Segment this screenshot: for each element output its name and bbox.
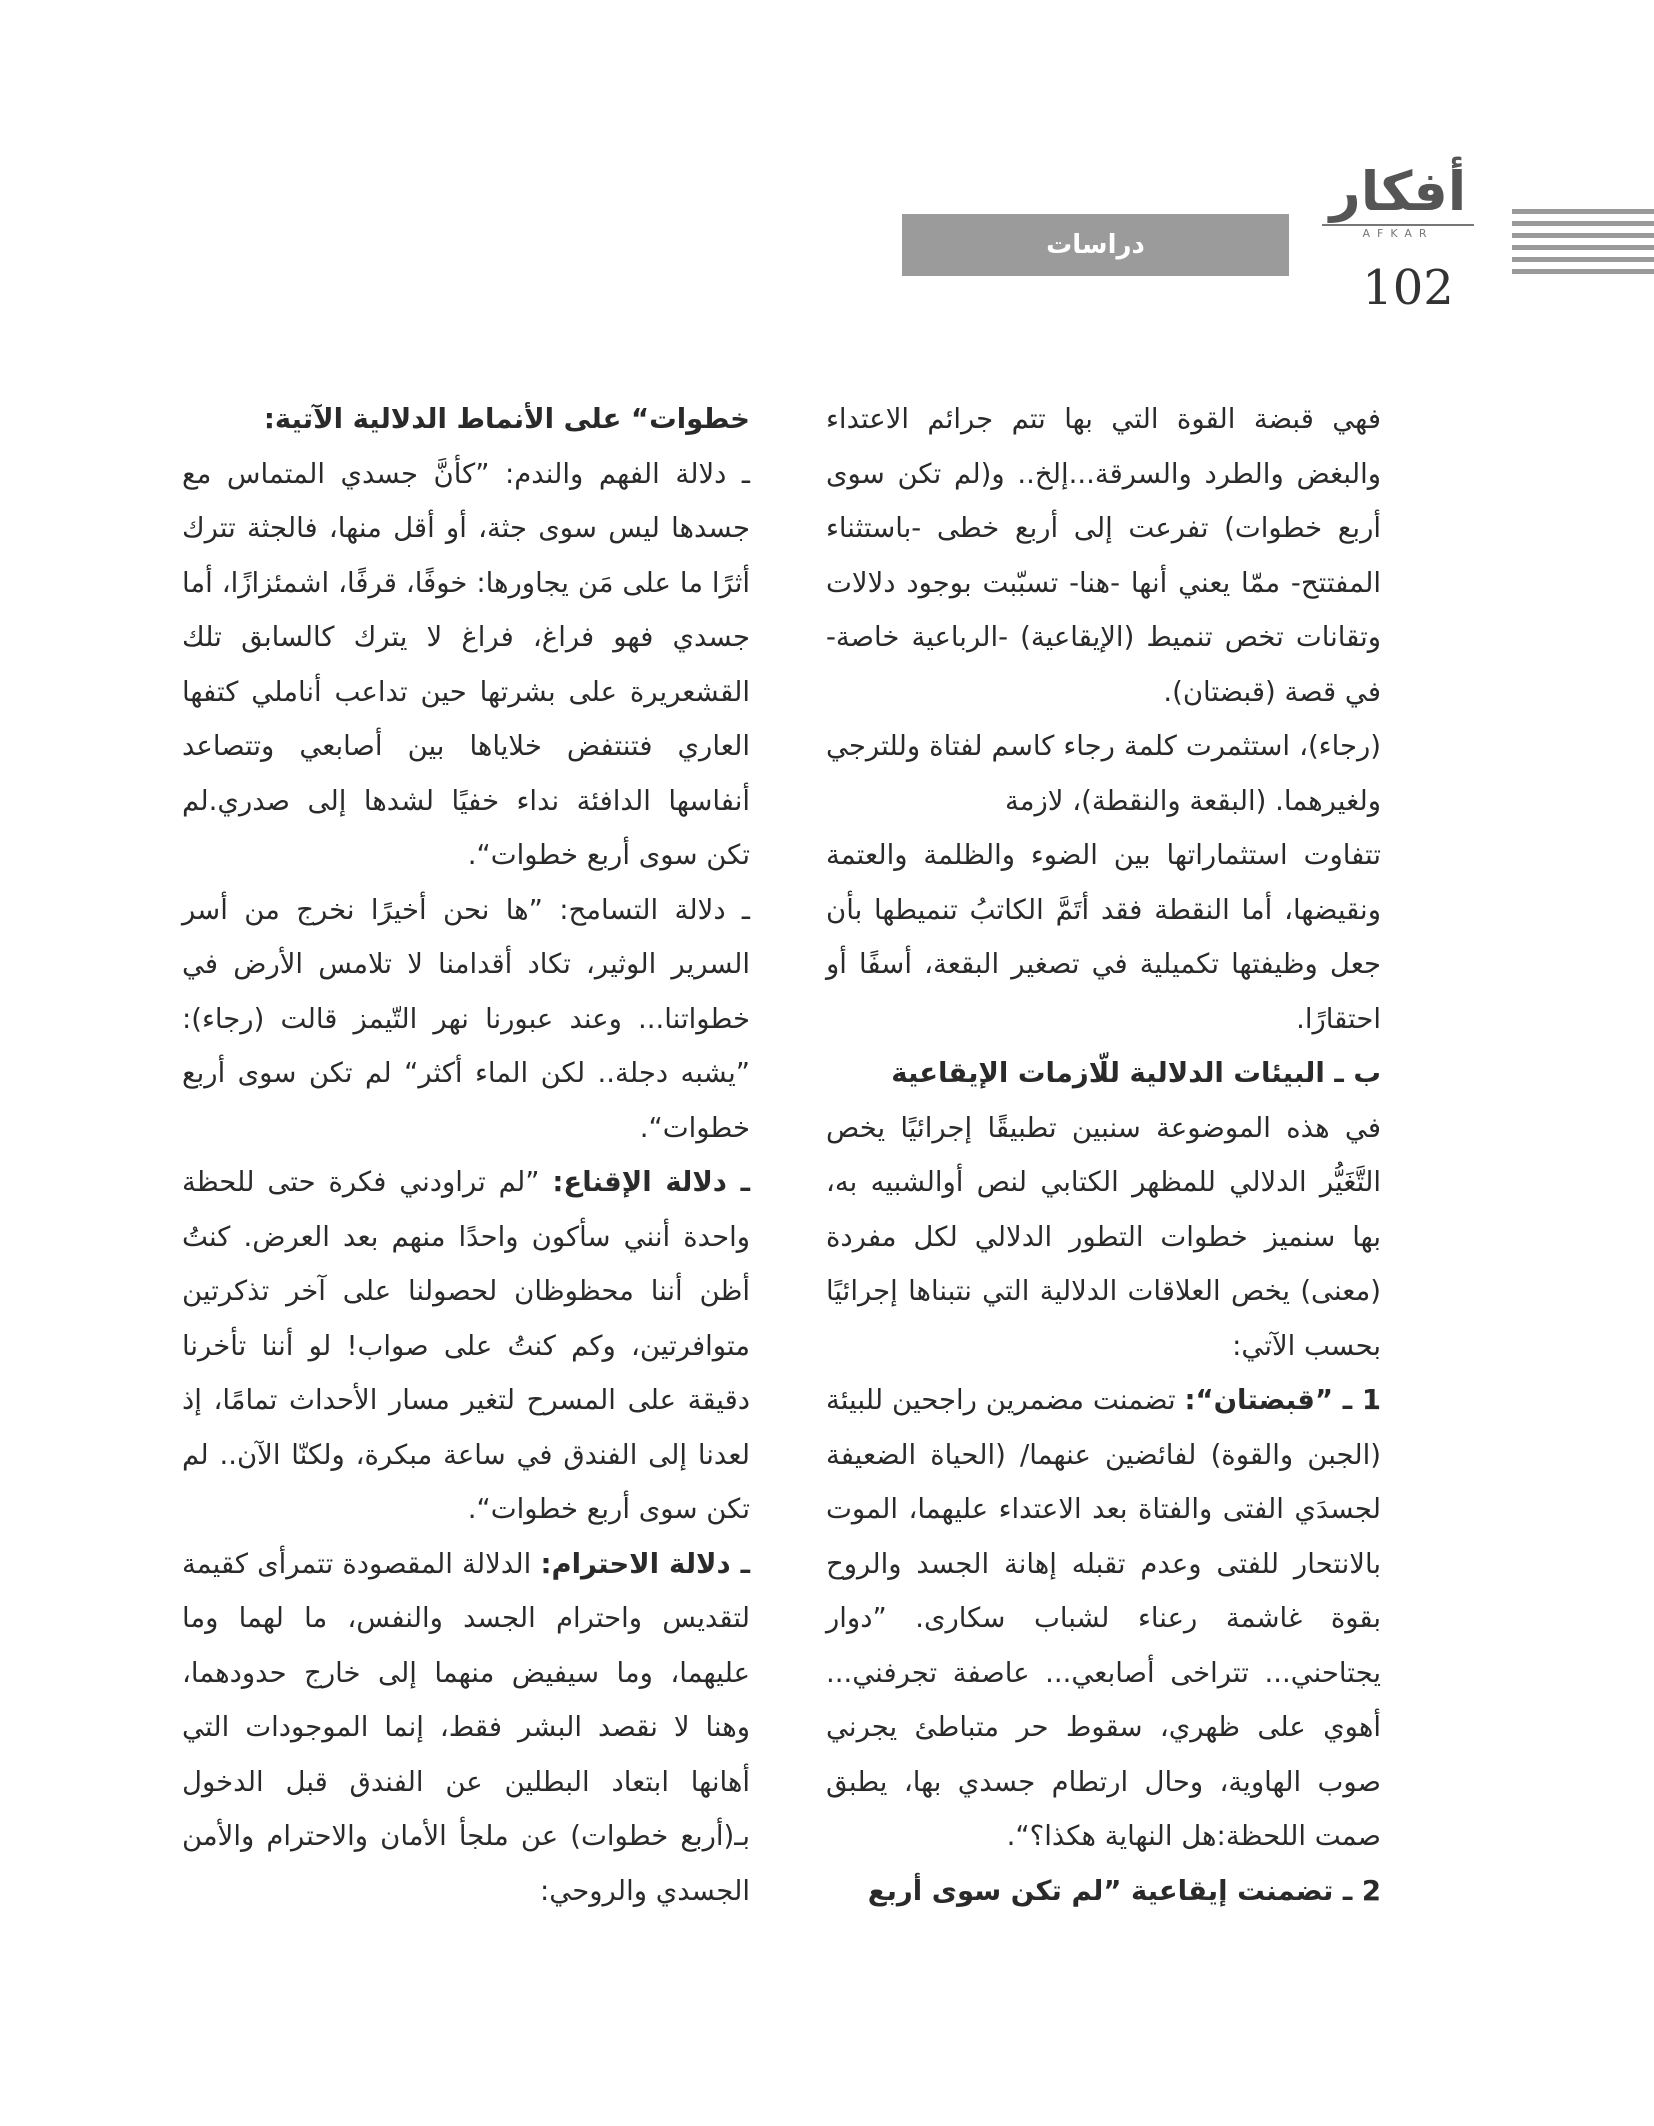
stripe bbox=[1512, 233, 1654, 238]
paragraph bbox=[182, 1155, 750, 1537]
paragraph-label: ـ دلالة الإقناع: bbox=[552, 1166, 750, 1198]
stripe bbox=[1512, 221, 1654, 226]
stripe bbox=[1512, 269, 1654, 274]
paragraph: (رجاء)، استثمرت كلمة رجاء كاسم لفتاة وللترجي ولغيرهما. (البقعة والنقطة)، لازمة bbox=[826, 730, 1381, 817]
list-item-label: 1 ـ ”قبضتان“: bbox=[1184, 1384, 1381, 1416]
paragraph: في هذه الموضوعة سنبين تطبيقًا إجرائيًا يخص التَّغَيُّر الدلالي للمظهر الكتابي لنص أوالشبيه به، بها سنميز خطوات التطور الدلالي لكل مفردة (معنى) يخص العلاقات الدلالية التي نتبناها إجرائيًا بحسب الآتي: bbox=[826, 1111, 1381, 1362]
paragraph bbox=[182, 1537, 750, 1919]
logo-arabic: أفكار bbox=[1329, 160, 1467, 223]
paragraph-text: الدلالة المقصودة تتمرأى كقيمة لتقديس واحترام الجسد والنفس، ما لهما وما عليهما، وما سيفيض منهما إلى خارج حدودهما، وهنا لا نقصد البشر فقط، إنما الموجودات التي أهانها ابتعاد البطلين عن الفندق قبل الدخول بـ(أربع خطوات) عن ملجأ الأمان والاحترام والأمن الجسدي والروحي: bbox=[182, 1547, 750, 1907]
left-column bbox=[182, 392, 750, 1918]
paragraph: ـ دلالة الفهم والندم: ”كأنَّ جسدي المتماس مع جسدها ليس سوى جثة، أو أقل منها، فالجثة تترك أثرًا ما على مَن يجاورها: خوفًا، قرفًا، اشمئزازًا، أما جسدي فهو فراغ، فراغ لا يترك كالسابق تلك القشعريرة على بشرتها حين تداعب أناملي كتفها العاري فتنتفض خلاياها بين أصابعي وتتصاعد أنفاسها الدافئة نداء خفيًا لشدها إلى صدري.لم تكن سوى أربع خطوات“. bbox=[182, 457, 750, 871]
paragraph: تتفاوت استثماراتها بين الضوء والظلمة والعتمة ونقيضها، أما النقطة فقد أتَمَّ الكاتبُ تنميطها بأن جعل وظيفتها تكميلية في تصغير البقعة، أسفًا أو احتقارًا. bbox=[826, 839, 1381, 1035]
list-item bbox=[826, 1373, 1381, 1864]
page-number: 102 bbox=[1362, 260, 1454, 316]
header-stripes bbox=[1512, 209, 1654, 281]
right-column bbox=[826, 392, 1381, 1918]
stripe bbox=[1512, 245, 1654, 250]
list-item-label: 2 ـ تضمنت إيقاعية ”لم تكن سوى أربع bbox=[867, 1874, 1381, 1907]
logo-english: AFKAR bbox=[1362, 227, 1434, 240]
stripe bbox=[1512, 257, 1654, 262]
paragraph: ـ دلالة التسامح: ”ها نحن أخيرًا نخرج من أسر السرير الوثير، تكاد أقدامنا لا تلامس الأرض في خطواتنا... وعند عبورنا نهر التّيمز قالت (رجاء): ”يشبه دجلة.. لكن الماء أكثر“ لم تكن سوى أربع خطوات“. bbox=[182, 893, 750, 1144]
paragraph-text: ”لم تراودني فكرة حتى للحظة واحدة أنني سأكون واحدًا منهم بعد العرض. كنتُ أظن أننا محظوظان لحصولنا على آخر تذكرتين متوافرتين، وكم كنتُ على صواب! لو أننا تأخرنا دقيقة على المسرح لتغير مسار الأحداث تمامًا، إذ لعدنا إلى الفندق في ساعة مبكرة، ولكنّا الآن.. لم تكن سوى أربع خطوات“. bbox=[182, 1166, 750, 1525]
magazine-logo bbox=[1318, 160, 1478, 241]
section-heading: ب ـ البيئات الدلالية للّازمات الإيقاعية bbox=[891, 1057, 1381, 1089]
section-heading: خطوات“ على الأنماط الدلالية الآتية: bbox=[263, 403, 750, 435]
stripe bbox=[1512, 209, 1654, 214]
paragraph: فهي قبضة القوة التي بها تتم جرائم الاعتداء والبغض والطرد والسرقة...إلخ.. و(لم تكن سوى أربع خطوات) تفرعت إلى أربع خطى -باستثناء المفتتح- ممّا يعني أنها -هنا- تسبّبت بوجود دلالات وتقانات تخص تنميط (الإيقاعية) -الرباعية خاصة- في قصة (قبضتان). bbox=[826, 403, 1381, 708]
section-label: دراسات bbox=[902, 214, 1289, 276]
paragraph-label: ـ دلالة الاحترام: bbox=[540, 1547, 750, 1580]
logo-divider bbox=[1322, 224, 1474, 226]
list-item-text: تضمنت مضمرين راجحين للبيئة (الجبن والقوة) لفائضين عنهما/ (الحياة الضعيفة لجسدَي الفتى والفتاة بعد الاعتداء عليهما، الموت بالانتحار للفتى وعدم تقبله إهانة الجسد والروح بقوة غاشمة رعناء لشباب سكارى. ”دوار يجتاحني... تتراخى أصابعي... عاصفة تجرفني... أهوي على ظهري، سقوط حر متباطئ يجرني صوب الهاوية، وحال ارتطام جسدي بها، يطبق صمت اللحظة:هل النهاية هكذا؟“. bbox=[826, 1384, 1381, 1852]
